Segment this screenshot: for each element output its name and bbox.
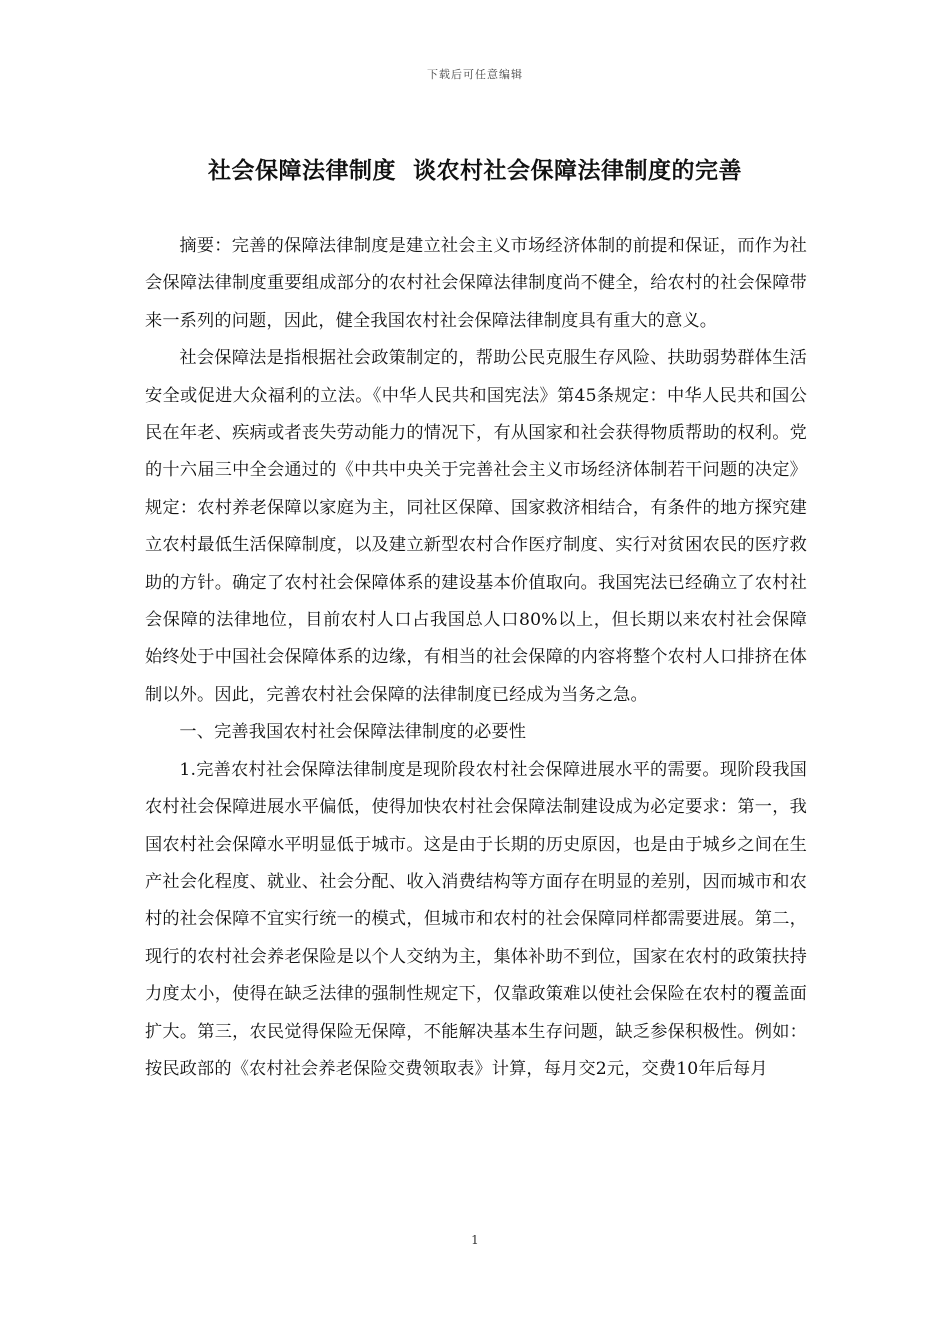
document-title: 社会保障法律制度 谈农村社会保障法律制度的完善 (207, 157, 742, 184)
abstract-paragraph: 摘要：完善的保障法律制度是建立社会主义市场经济体制的前提和保证，而作为社会保障法律制度重要组成部分的农村社会保障法律制度尚不健全，给农村的社会保障带来一系列的问题，因此，健全我国农村社会保障法律制度具有重大的意义。 (145, 236, 807, 331)
body-paragraph: 1.完善农村社会保障法律制度是现阶段农村社会保障进展水平的需要。现阶段我国农村社会保障进展水平偏低，使得加快农村社会保障法制建设成为必定要求：第一，我国农村社会保障水平明显低于城市。这是由于长期的历史原因，也是由于城乡之间在生产社会化程度、就业、社会分配、收入消费结构等方面存在明显的差别，因而城市和农村的社会保障不宜实行统一的模式，但城市和农村的社会保障同样都需要进展。第二，现行的农村社会养老保险是以个人交纳为主，集体补助不到位，国家在农村的政策扶持力度太小，使得在缺乏法律的强制性规定下，仅靠政策难以使社会保险在农村的覆盖面扩大。第三，农民觉得保险无保障，不能解决基本生存问题，缺乏参保积极性。例如：按民政部的《农村社会养老保险交费领取表》计算，每月交2元，交费10年后每月 (145, 759, 807, 1079)
document-body (145, 228, 807, 1088)
body-paragraph: 社会保障法是指根据社会政策制定的，帮助公民克服生存风险、扶助弱势群体生活安全或促进大众福利的立法。《中华人民共和国宪法》第45条规定：中华人民共和国公民在年老、疾病或者丧失劳动能力的情况下，有从国家和社会获得物质帮助的权利。党的十六届三中全会通过的《中共中央关于完善社会主义市场经济体制若干问题的决定》规定：农村养老保障以家庭为主，同社区保障、国家救济相结合，有条件的地方探究建立农村最低生活保障制度，以及建立新型农村合作医疗制度、实行对贫困农民的医疗救助的方针。确定了农村社会保障体系的建设基本价值取向。我国宪法已经确立了农村社会保障的法律地位，目前农村人口占我国总人口80%以上，但长期以来农村社会保障始终处于中国社会保障体系的边缘，有相当的社会保障的内容将整个农村人口排挤在体制以外。因此，完善农村社会保障的法律制度已经成为当务之急。 (145, 348, 807, 705)
header-note: 下载后可任意编辑 (427, 68, 523, 81)
page-number: 1 (471, 1233, 479, 1247)
section-heading: 一、完善我国农村社会保障法律制度的必要性 (179, 722, 527, 743)
